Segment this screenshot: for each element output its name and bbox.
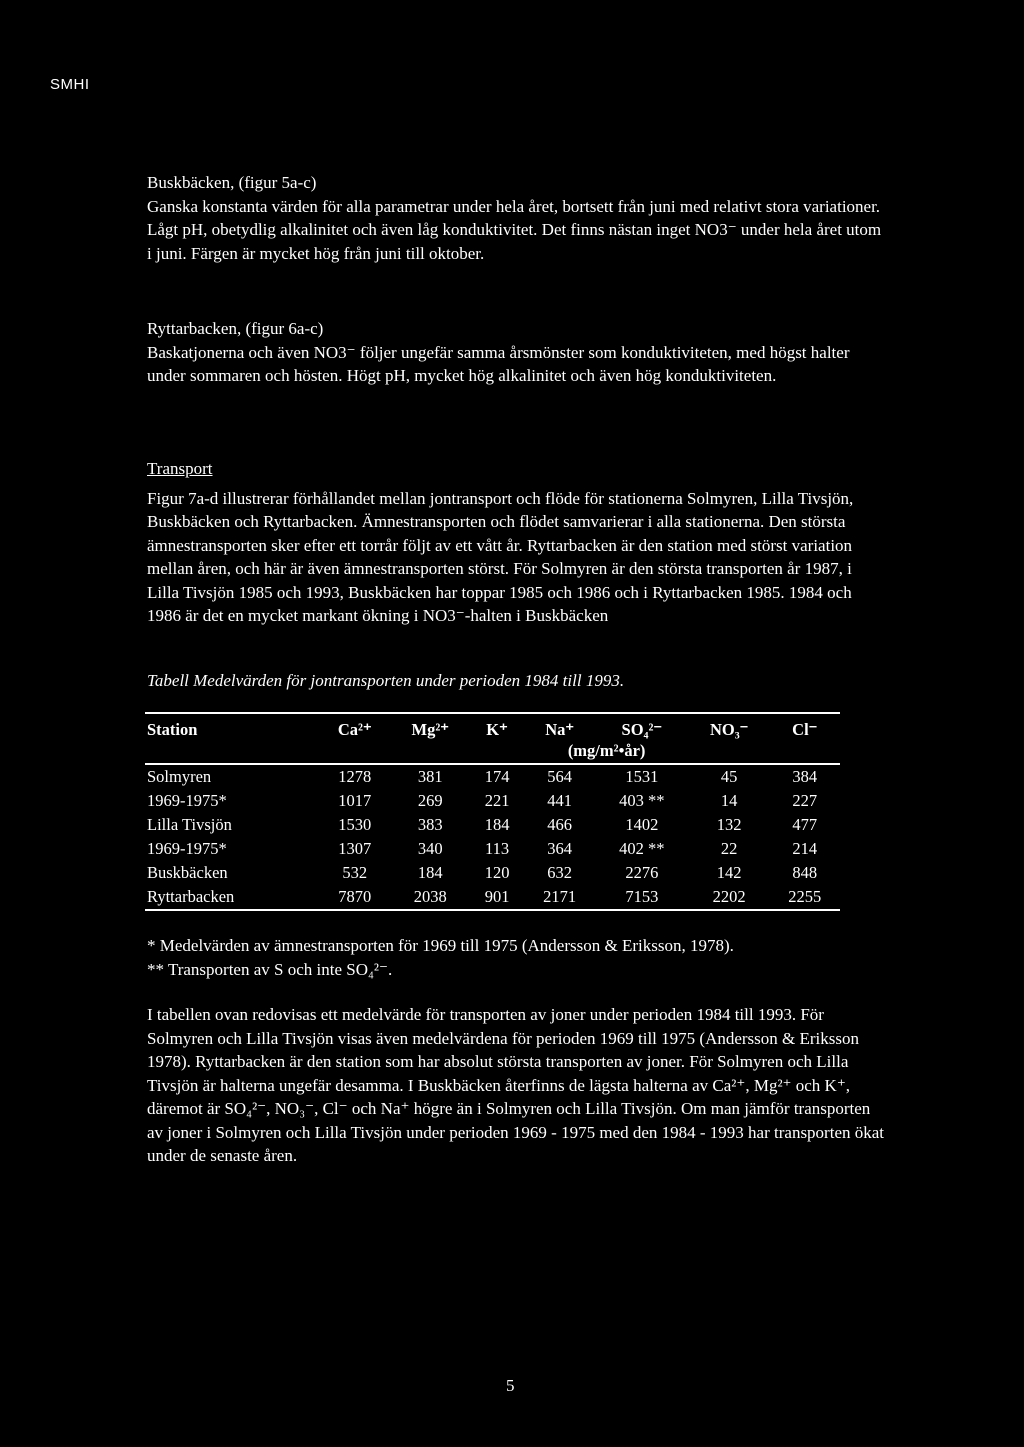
section-text: Ganska konstanta värden för alla parametrar under hela året, bortsett från juni med relativt stora variationer. Lågt pH, obetydlig alkalinitet och även låg konduktivitet. Det finns nästan inget NO3⁻ under hela året utom i juni. Färgen är mycket hög från juni till oktober. [147, 196, 882, 263]
column-header: Ca²⁺ [337, 720, 372, 739]
station-name: Lilla Tivsjön [147, 815, 232, 834]
column-header: K⁺ [486, 720, 508, 739]
table-cell: 1307 [338, 839, 372, 858]
table-cell: 1531 [625, 767, 659, 786]
table-cell: 22 [720, 839, 738, 858]
page-header: SMHI [50, 76, 90, 93]
units-row [145, 740, 840, 764]
section-text: Figur 7a-d illustrerar förhållandet mellan jontransport och flöde för stationerna Solmyren, Lilla Tivsjön, Buskbäcken och Ryttarbacken. Ämnestransporten och flödet samvarierar i alla stationerna. Den största ämnestransporten sker efter ett torrår följt av ett vått år. Ryttarbacken är den station med störst variation mellan åren, och här är även ämnestransporten störst. För Solmyren är den största transporten år 1987, i Lilla Tivsjön 1985 och 1993, Buskbäcken har toppar 1985 och 1986 och i Ryttarbacken 1985. 1984 och 1986 är det en mycket markant ökning i NO3⁻-halten i Buskbäcken [147, 488, 854, 625]
table-cell: 632 [547, 863, 573, 882]
section-transport [147, 457, 887, 628]
table-cell: 132 [716, 815, 742, 834]
section-ryttarbacken [147, 317, 887, 388]
column-header: Mg²⁺ [411, 720, 449, 739]
table-caption: Tabell Medelvärden för jontransporten under perioden 1984 till 1993. [147, 671, 625, 690]
table-cell: 174 [484, 767, 510, 786]
table-cell: 7153 [595, 885, 689, 910]
table-cell: 120 [484, 863, 510, 882]
table-cell: 2255 [770, 885, 840, 910]
table-cell: 564 [547, 767, 573, 786]
footnote: * Medelvärden av ämnestransporten för 1969 till 1975 (Andersson & Eriksson, 1978). [147, 936, 734, 955]
table-header-row [145, 713, 840, 740]
table-cell: 403 ** [619, 791, 665, 810]
station-name: 1969-1975* [147, 791, 227, 810]
table-cell: 848 [792, 863, 818, 882]
table-cell: 402 ** [619, 839, 665, 858]
table-cell: 221 [484, 791, 510, 810]
table-cell: 532 [342, 863, 368, 882]
table-cell: 113 [485, 839, 510, 858]
table-row [145, 861, 840, 885]
table-row [145, 813, 840, 837]
table-row [145, 789, 840, 813]
footnote: ** Transporten av S och inte SO₄²⁻. [147, 960, 393, 979]
table-cell: 269 [417, 791, 443, 810]
section-title: Transport [147, 459, 213, 478]
table-cell: 142 [716, 863, 742, 882]
table-row [145, 764, 840, 789]
station-name: Ryttarbacken [145, 885, 319, 910]
table-cell: 2202 [689, 885, 770, 910]
units-label: (mg/m²•år) [524, 740, 688, 764]
table-cell: 2276 [625, 863, 659, 882]
column-header: NO₃⁻ [709, 720, 749, 739]
table-cell: 901 [470, 885, 525, 910]
table-cell: 1402 [625, 815, 659, 834]
table-cell: 7870 [319, 885, 391, 910]
section-title: Ryttarbacken, (figur 6a-c) [147, 319, 324, 338]
ion-transport-table [145, 712, 840, 911]
table-cell: 381 [417, 767, 443, 786]
table-cell: 1017 [338, 791, 372, 810]
table-cell: 227 [792, 791, 818, 810]
column-header: Cl⁻ [792, 720, 818, 739]
table-row [145, 885, 840, 910]
table-cell: 1278 [338, 767, 372, 786]
station-name: 1969-1975* [147, 839, 227, 858]
table-cell: 184 [417, 863, 443, 882]
section-text: Baskatjonerna och även NO3⁻ följer ungefär samma årsmönster som konduktiviteten, med högst halter under sommaren och hösten. Högt pH, mycket hög alkalinitet och även hög konduktiviteten. [147, 342, 850, 385]
table-row [145, 837, 840, 861]
table-cell: 214 [792, 839, 818, 858]
table-cell: 2038 [391, 885, 470, 910]
table-cell: 340 [417, 839, 443, 858]
table-cell: 441 [547, 791, 573, 810]
table-cell: 1530 [338, 815, 372, 834]
table-cell: 384 [792, 767, 818, 786]
station-name: Buskbäcken [147, 863, 228, 882]
table-cell: 45 [720, 767, 738, 786]
table-cell: 383 [417, 815, 443, 834]
column-header: Na⁺ [545, 720, 575, 739]
table-cell: 466 [547, 815, 573, 834]
section-title: Buskbäcken, (figur 5a-c) [147, 173, 317, 192]
section-buskbacken [147, 171, 887, 265]
footnotes [147, 934, 734, 982]
table-cell: 2171 [524, 885, 594, 910]
table-cell: 477 [792, 815, 818, 834]
table-cell: 14 [720, 791, 738, 810]
page-number: 5 [506, 1376, 515, 1395]
station-name: Solmyren [147, 767, 212, 786]
table-cell: 184 [484, 815, 510, 834]
closing-paragraph: I tabellen ovan redovisas ett medelvärde för transporten av joner under perioden 1984 till 1993. För Solmyren och Lilla Tivsjön visas även medelvärdena för perioden 1969 till 1975 (Andersson & Eriksson 1978). Ryttarbacken är den station som har absolut största transporten av joner. För Solmyren och Lilla Tivsjön är halterna ungefär desamma. I Buskbäcken återfinns de lägsta halterna av Ca²⁺, Mg²⁺ och K⁺, däremot är SO₄²⁻, NO₃⁻, Cl⁻ och Na⁺ högre än i Solmyren och Lilla Tivsjön. Om man jämför transporten av joner i Solmyren och Lilla Tivsjön under perioden 1969 - 1975 med den 1984 - 1993 har transporten ökat under de senaste åren. [147, 1005, 885, 1165]
table-cell: 364 [547, 839, 573, 858]
column-header: SO₄²⁻ [621, 720, 663, 739]
column-header: Station [147, 720, 198, 739]
